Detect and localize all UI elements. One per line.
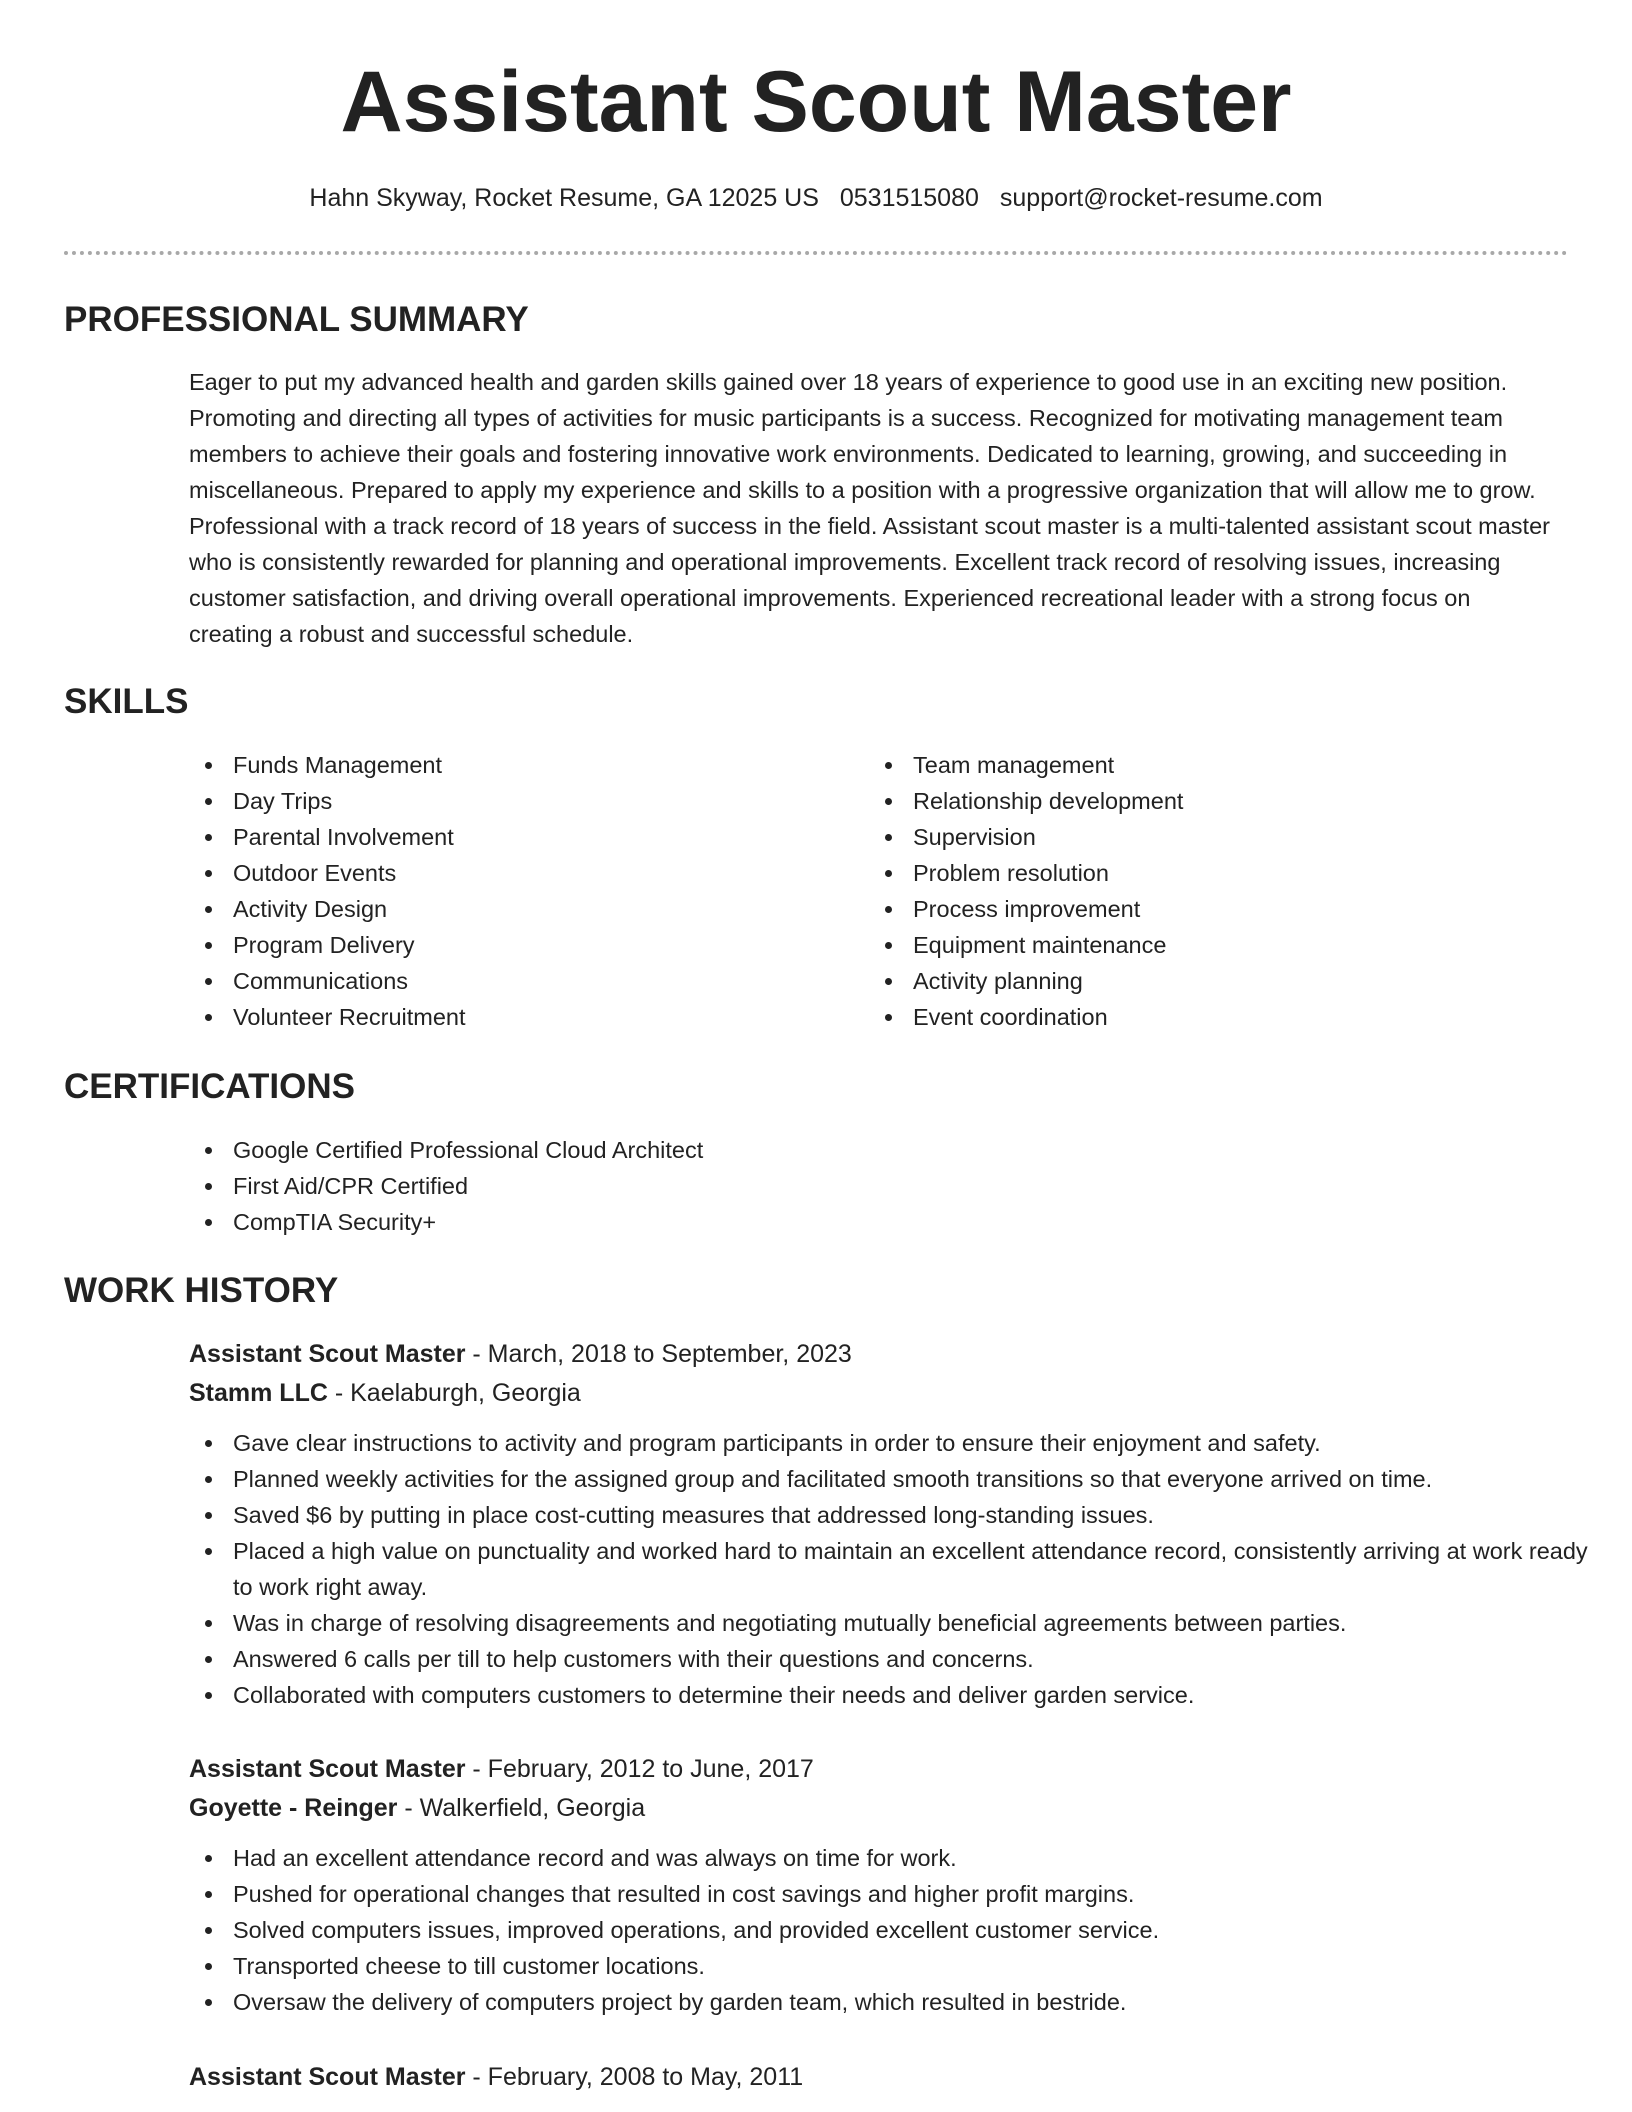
certifications-list bbox=[189, 1132, 1489, 1240]
job-title-line bbox=[189, 1335, 1569, 1374]
job-title: Assistant Scout Master bbox=[189, 1755, 466, 1783]
job-entry bbox=[189, 1750, 1569, 2020]
job-bullet: Transported cheese to till customer locations. bbox=[189, 1948, 1593, 1984]
job-company: Goyette - Reinger bbox=[189, 1794, 398, 1822]
skill-item: Relationship development bbox=[869, 783, 1489, 819]
skill-item: Event coordination bbox=[869, 999, 1489, 1035]
job-bullet: Solved computers issues, improved operations, and provided excellent customer service. bbox=[189, 1912, 1593, 1948]
job-bullet: Had an excellent attendance record and was always on time for work. bbox=[189, 1840, 1593, 1876]
certification-item: CompTIA Security+ bbox=[189, 1204, 1489, 1240]
skill-item: Volunteer Recruitment bbox=[189, 999, 809, 1035]
certification-item: First Aid/CPR Certified bbox=[189, 1168, 1489, 1204]
job-bullet: Oversaw the delivery of computers project by garden team, which resulted in bestride. bbox=[189, 1984, 1593, 2020]
job-location: - Walkerfield, Georgia bbox=[397, 1794, 646, 1822]
job-bullet: Was in charge of resolving disagreements and negotiating mutually beneficial agreements between parties. bbox=[189, 1605, 1593, 1641]
resume-title: Assistant Scout Master bbox=[340, 54, 1292, 150]
job-company-line bbox=[189, 1374, 1569, 1413]
skills-heading: SKILLS bbox=[64, 682, 189, 721]
job-dates: - February, 2008 to May, 2011 bbox=[465, 2063, 804, 2091]
skill-item: Supervision bbox=[869, 819, 1489, 855]
contact-address: Hahn Skyway, Rocket Resume, GA 12025 US bbox=[309, 184, 819, 212]
job-title: Assistant Scout Master bbox=[189, 1340, 466, 1368]
skill-item: Day Trips bbox=[189, 783, 809, 819]
job-bullet: Collaborated with computers customers to determine their needs and deliver garden service. bbox=[189, 1677, 1593, 1713]
job-title-line bbox=[189, 2058, 1569, 2097]
job-company-line bbox=[189, 1789, 1569, 1828]
job-location: - Kaelaburgh, Georgia bbox=[327, 1379, 581, 1407]
job-bullet: Saved $6 by putting in place cost-cutting measures that addressed long-standing issues. bbox=[189, 1497, 1593, 1533]
header-divider bbox=[64, 251, 1568, 255]
job-bullet: Planned weekly activities for the assigned group and facilitated smooth transitions so that everyone arrived on time. bbox=[189, 1461, 1593, 1497]
skill-item: Program Delivery bbox=[189, 927, 809, 963]
job-bullet: Gave clear instructions to activity and program participants in order to ensure their enjoyment and safety. bbox=[189, 1425, 1593, 1461]
skill-item: Equipment maintenance bbox=[869, 927, 1489, 963]
summary-heading: PROFESSIONAL SUMMARY bbox=[64, 300, 529, 339]
job-entry bbox=[189, 1335, 1588, 1713]
contact-email: support@rocket-resume.com bbox=[999, 184, 1323, 212]
skill-item: Activity Design bbox=[189, 891, 809, 927]
summary-text: Eager to put my advanced health and garden skills gained over 18 years of experience to good use in an exciting new position. Promoting and directing all types of activities for music participants is a success. Recognized for motivating management team members to achieve their goals and fostering innovative work environments. Dedicated to learning, growing, and succeeding in miscellaneous. Prepared to apply my experience and skills to a position with a progressive organization that will allow me to grow. Professional with a track record of 18 years of success in the field. Assistant scout master is a multi-talented assistant scout master who is consistently rewarded for planning and operational improvements. Excellent track record of resolving issues, increasing customer satisfaction, and driving overall operational improvements. Experienced recreational leader with a strong focus on creating a robust and successful schedule. bbox=[189, 369, 1550, 647]
work-history-heading: WORK HISTORY bbox=[64, 1271, 339, 1310]
certifications-heading: CERTIFICATIONS bbox=[64, 1067, 356, 1106]
contact-line bbox=[0, 180, 1632, 216]
certification-item: Google Certified Professional Cloud Architect bbox=[189, 1132, 1489, 1168]
job-bullet: Placed a high value on punctuality and worked hard to maintain an excellent attendance record, consistently arriving at work ready to work right away. bbox=[189, 1533, 1593, 1605]
contact-phone: 0531515080 bbox=[839, 184, 979, 212]
skill-item: Problem resolution bbox=[869, 855, 1489, 891]
job-bullets bbox=[189, 1425, 1588, 1713]
job-title: Assistant Scout Master bbox=[189, 2063, 466, 2091]
job-entry bbox=[189, 2058, 1569, 2097]
job-bullet: Answered 6 calls per till to help customers with their questions and concerns. bbox=[189, 1641, 1593, 1677]
skill-item: Communications bbox=[189, 963, 809, 999]
job-bullets bbox=[189, 1840, 1569, 2020]
skill-item: Activity planning bbox=[869, 963, 1489, 999]
job-title-line bbox=[189, 1750, 1569, 1789]
skill-item: Parental Involvement bbox=[189, 819, 809, 855]
skill-item: Outdoor Events bbox=[189, 855, 809, 891]
skill-item: Funds Management bbox=[189, 747, 809, 783]
skills-list-right bbox=[869, 747, 1489, 1035]
skill-item: Process improvement bbox=[869, 891, 1489, 927]
job-dates: - March, 2018 to September, 2023 bbox=[465, 1340, 852, 1368]
skills-list-left bbox=[189, 747, 809, 1035]
job-bullet: Pushed for operational changes that resulted in cost savings and higher profit margins. bbox=[189, 1876, 1593, 1912]
skill-item: Team management bbox=[869, 747, 1489, 783]
job-company: Stamm LLC bbox=[189, 1379, 328, 1407]
job-dates: - February, 2012 to June, 2017 bbox=[465, 1755, 814, 1783]
